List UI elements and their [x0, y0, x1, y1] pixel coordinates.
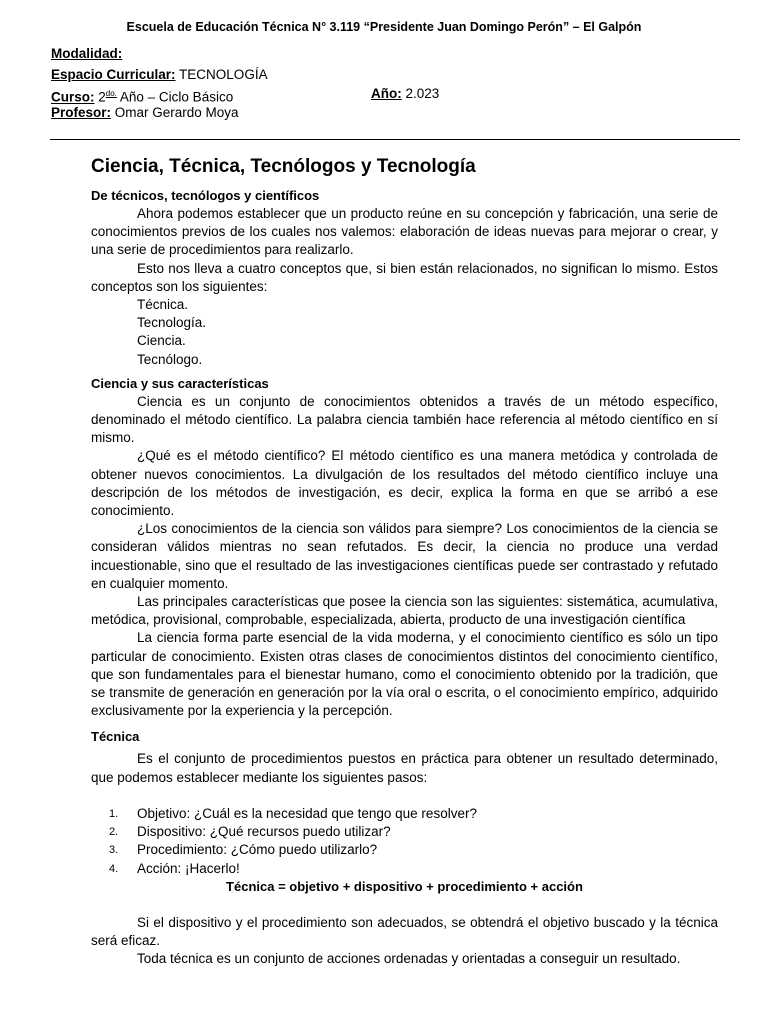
concept-item: Ciencia.	[137, 333, 186, 349]
concept-item: Técnica.	[137, 297, 189, 313]
school-header: Escuela de Educación Técnica N° 3.119 “Presidente Juan Domingo Perón” – El Galpón	[126, 20, 642, 34]
espacio-label: Espacio Curricular:	[51, 67, 176, 82]
espacio-row	[51, 65, 268, 84]
concept-list	[91, 296, 718, 369]
paragraph: ¿Qué es el método científico? El método científico es una manera metódica y controlada de obtener nuevos conocimientos. La divulgación de los resultados del método científico incluye una descripción de los métodos de investigación, es decir, explica la forma en que se arribó a ese conocimiento.	[91, 448, 718, 519]
curso-label: Curso:	[51, 89, 95, 105]
anio-label: Año:	[371, 86, 402, 101]
step-item	[91, 860, 718, 878]
paragraph: Toda técnica es un conjunto de acciones ordenadas y orientadas a conseguir un resultado.	[137, 951, 681, 967]
paragraph: ¿Los conocimientos de la ciencia son válidos para siempre? Los conocimientos de la ciencia se consideran válidos mientras no sean refutados. Es decir, la ciencia no produce una verdad incuestionable, sino que el resultado de las investigaciones científicas puede ser contrastado y refutado en cualquier momento.	[91, 521, 718, 591]
step-item	[91, 841, 718, 859]
concept-item: Tecnología.	[137, 315, 207, 331]
step-number: 2.	[109, 826, 119, 839]
espacio-value: TECNOLOGÍA	[175, 67, 268, 82]
paragraph: Esto nos lleva a cuatro conceptos que, si bien están relacionados, no significan lo mismo. Estos conceptos son los siguientes:	[91, 260, 718, 294]
modalidad-label: Modalidad:	[51, 46, 123, 61]
curso-sup: do.	[105, 89, 117, 98]
step-text: Acción: ¡Hacerlo!	[137, 860, 240, 876]
paragraph: Si el dispositivo y el procedimiento son adecuados, se obtendrá el objetivo buscado y la técnica será eficaz.	[91, 914, 718, 948]
technique-formula: Técnica = objetivo + dispositivo + procedimiento + acción	[226, 878, 583, 894]
anio-value: 2.023	[401, 86, 440, 101]
page-title: Ciencia, Técnica, Tecnólogos y Tecnología	[91, 156, 476, 177]
step-number: 1.	[109, 807, 119, 820]
step-text: Procedimiento: ¿Cómo puedo utilizarlo?	[137, 842, 378, 858]
step-text: Objetivo: ¿Cuál es la necesidad que tengo que resolver?	[137, 805, 477, 821]
section-heading-tecnica: Técnica	[91, 729, 140, 745]
profesor-label: Profesor:	[51, 105, 112, 120]
curso-num: 2	[94, 89, 106, 105]
paragraph: La ciencia forma parte esencial de la vida moderna, y el conocimiento científico es sólo un tipo particular de conocimiento. Existen otras clases de conocimientos distintos del conocimiento científico, que son fundamentales para el bienestar humano, como el conocimiento obtenido por la tradición, que se transmite de generación en generación por la vía oral o escrita, o el conocimiento empírico, adquirido exclusivamente por la experiencia y la percepción.	[91, 630, 718, 719]
modalidad-row	[51, 44, 122, 63]
step-number: 4.	[109, 862, 119, 875]
step-number: 3.	[109, 844, 119, 857]
paragraph: Ciencia es un conjunto de conocimientos obtenidos a través de un método específico, denominado el método científico. La palabra ciencia también hace referencia al método científico en sí mismo.	[91, 393, 718, 446]
header-divider	[50, 139, 740, 140]
profesor-value: Omar Gerardo Moya	[111, 105, 239, 120]
step-text: Dispositivo: ¿Qué recursos puedo utilizar?	[137, 824, 391, 840]
paragraph: Las principales características que posee la ciencia son las siguientes: sistemática, acumulativa, metódica, provisional, comprobable, especializada, abierta, producto de una investigación científica	[91, 594, 718, 628]
curso-rest: Año – Ciclo Básico	[116, 89, 234, 105]
paragraph: Es el conjunto de procedimientos puestos en práctica para obtener un resultado determinado, que podemos establecer mediante los siguientes pasos:	[91, 751, 718, 785]
paragraph: Ahora podemos establecer que un producto reúne en su concepción y fabricación, una serie de conocimientos previos de los cuales nos valemos: elaboración de ideas nuevas para mejorar o crear, y una serie de procedimientos para realizarlo.	[91, 206, 718, 258]
step-item	[91, 823, 718, 841]
section-heading-tecnicos: De técnicos, tecnólogos y científicos	[91, 188, 320, 203]
concept-item: Tecnólogo.	[137, 351, 203, 367]
profesor-row	[51, 103, 239, 122]
steps-list	[91, 805, 718, 878]
anio-row	[371, 84, 439, 103]
document-body	[91, 153, 718, 968]
step-item	[91, 805, 718, 823]
section-heading-ciencia: Ciencia y sus características	[91, 375, 269, 391]
